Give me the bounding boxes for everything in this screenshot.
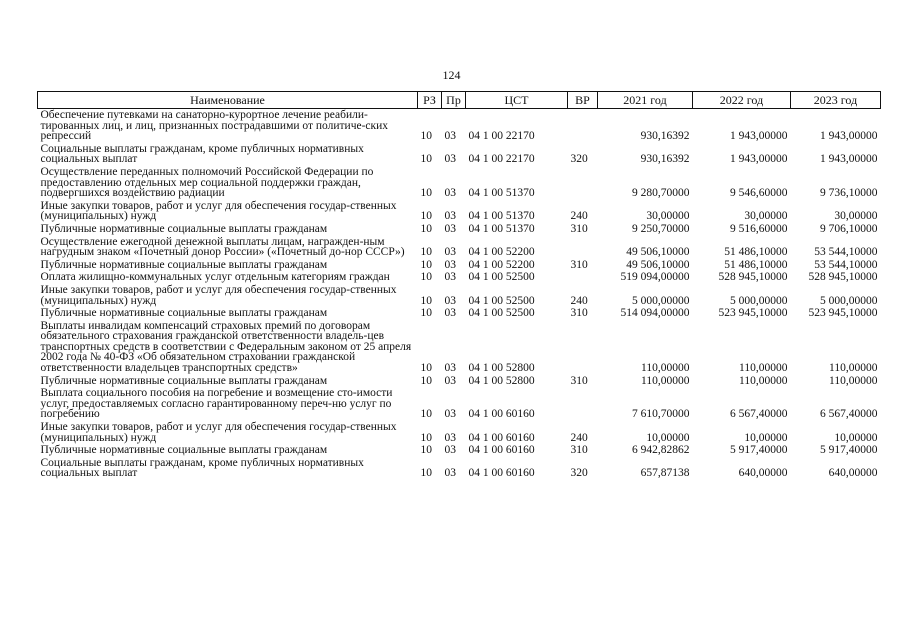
row-rz: 10 (420, 467, 432, 480)
row-rz: 10 (420, 258, 432, 271)
row-pr: 03 (444, 294, 456, 307)
column-header-2023: 2023 год (791, 92, 881, 109)
row-value-2023: 6 567,40000 (820, 408, 878, 421)
row-value-2022: 51 486,10000 (724, 246, 788, 259)
row-value-2022: 523 945,10000 (718, 307, 788, 320)
budget-table (37, 91, 881, 480)
row-value-2021: 930,16392 (640, 153, 690, 166)
row-value-2021: 657,87138 (640, 467, 690, 480)
row-value-2023: 523 945,10000 (808, 307, 878, 320)
row-value-2022: 5 000,00000 (730, 294, 788, 307)
row-value-2021: 519 094,00000 (620, 271, 690, 284)
row-name: Социальные выплаты гражданам, кроме публичных нормативных социальных выплат (40, 142, 364, 166)
row-vr (568, 387, 598, 421)
row-value-2022: 10,00000 (744, 431, 788, 444)
row-value-2021: 7 610,70000 (632, 408, 690, 421)
table-row (38, 200, 881, 223)
row-value-2022: 9 546,60000 (730, 187, 788, 200)
row-rz: 10 (420, 271, 432, 284)
row-pr: 03 (444, 444, 456, 457)
row-name: Иные закупки товаров, работ и услуг для обеспечения государ-ственных (муниципальных) нужд (40, 283, 397, 307)
row-value-2022: 6 567,40000 (730, 408, 788, 421)
row-pr: 03 (444, 130, 456, 143)
table-header-row (38, 92, 881, 109)
row-value-2022: 9 516,60000 (730, 222, 788, 235)
table-body (38, 109, 881, 481)
row-pr: 03 (444, 246, 456, 259)
row-cst: 04 1 00 52500 (468, 271, 535, 284)
row-cst: 04 1 00 22170 (468, 130, 535, 143)
row-cst: 04 1 00 60160 (468, 467, 535, 480)
row-value-2021: 49 506,10000 (626, 258, 690, 271)
row-name: Выплата социального пособия на погребение и возмещение сто-имости услуг, предоставляемых согласно гарантированному переч-ню услуг по погребению (40, 387, 393, 421)
row-value-2022: 5 917,40000 (730, 444, 788, 457)
row-pr: 03 (444, 187, 456, 200)
row-vr: 310 (570, 222, 588, 235)
row-name: Осуществление ежегодной денежной выплаты лицам, награжден-ным нагрудным знаком «Почетный донор России» («Почетный до-нор СССР») (40, 235, 405, 259)
table-row (38, 109, 881, 143)
row-rz: 10 (420, 307, 432, 320)
row-vr (568, 109, 598, 143)
table-row (38, 284, 881, 307)
row-value-2022: 110,00000 (739, 374, 788, 387)
row-rz: 10 (420, 294, 432, 307)
row-vr (568, 236, 598, 259)
row-value-2022: 110,00000 (739, 362, 788, 375)
row-value-2023: 110,00000 (829, 374, 878, 387)
row-cst: 04 1 00 60160 (468, 431, 535, 444)
row-vr: 320 (570, 153, 588, 166)
row-pr: 03 (444, 374, 456, 387)
table-row (38, 375, 881, 388)
row-vr: 310 (570, 307, 588, 320)
row-value-2022: 30,00000 (744, 210, 788, 223)
row-pr: 03 (444, 362, 456, 375)
row-value-2023: 1 943,00000 (820, 130, 878, 143)
row-rz: 10 (420, 246, 432, 259)
column-header-cst: ЦСТ (466, 92, 568, 109)
row-cst: 04 1 00 52800 (468, 362, 535, 375)
table-row (38, 236, 881, 259)
row-rz: 10 (420, 130, 432, 143)
row-value-2023: 9 706,10000 (820, 222, 878, 235)
row-value-2023: 53 544,10000 (814, 246, 878, 259)
row-cst: 04 1 00 51370 (468, 187, 535, 200)
table-row (38, 223, 881, 236)
row-cst: 04 1 00 60160 (468, 444, 535, 457)
row-rz: 10 (420, 408, 432, 421)
row-cst: 04 1 00 51370 (468, 210, 535, 223)
row-name: Осуществление переданных полномочий Российской Федерации по предоставлению отдельных мер социальной поддержки граждан, подвергшихся воздействию радиации (40, 165, 374, 200)
table-row (38, 320, 881, 375)
column-header-2021: 2021 год (598, 92, 693, 109)
row-vr (568, 166, 598, 200)
row-cst: 04 1 00 51370 (468, 222, 535, 235)
row-value-2021: 514 094,00000 (620, 307, 690, 320)
row-pr: 03 (444, 271, 456, 284)
table-row (38, 271, 881, 284)
row-pr: 03 (444, 222, 456, 235)
column-header-rz: РЗ (418, 92, 442, 109)
row-rz: 10 (420, 362, 432, 375)
row-name: Публичные нормативные социальные выплаты гражданам (40, 307, 328, 320)
row-value-2022: 51 486,10000 (724, 258, 788, 271)
row-name: Публичные нормативные социальные выплаты гражданам (40, 222, 328, 235)
table-row (38, 143, 881, 166)
row-value-2022: 528 945,10000 (718, 271, 788, 284)
row-rz: 10 (420, 222, 432, 235)
column-header-pr: Пр (442, 92, 466, 109)
row-pr: 03 (444, 258, 456, 271)
row-pr: 03 (444, 153, 456, 166)
row-vr: 320 (570, 467, 588, 480)
table-row (38, 421, 881, 444)
row-value-2021: 30,00000 (646, 210, 690, 223)
row-pr: 03 (444, 431, 456, 444)
table-row (38, 166, 881, 200)
row-name: Публичные нормативные социальные выплаты гражданам (40, 444, 328, 457)
table-row (38, 307, 881, 320)
row-name: Публичные нормативные социальные выплаты гражданам (40, 258, 328, 271)
row-value-2022: 640,00000 (738, 467, 788, 480)
row-name: Социальные выплаты гражданам, кроме публичных нормативных социальных выплат (40, 456, 364, 480)
table-row (38, 457, 881, 480)
row-name: Оплата жилищно-коммунальных услуг отдельным категориям граждан (40, 271, 390, 284)
row-cst: 04 1 00 60160 (468, 408, 535, 421)
column-header-vr: ВР (568, 92, 598, 109)
row-pr: 03 (444, 210, 456, 223)
row-value-2021: 110,00000 (641, 362, 690, 375)
row-value-2023: 528 945,10000 (808, 271, 878, 284)
row-vr: 310 (570, 374, 588, 387)
row-vr: 240 (570, 210, 588, 223)
row-name: Выплаты инвалидам компенсаций страховых премий по договорам обязательного страхования гражданской ответственности владель-цев транспортных средств в соответствии с Федеральным законом от 25 апреля 2002 года № 40-ФЗ «Об обязательном страховании гражданской ответственности владельцев транспортных средств» (40, 319, 412, 375)
row-rz: 10 (420, 153, 432, 166)
page-number: 124 (442, 68, 461, 82)
row-value-2021: 110,00000 (641, 374, 690, 387)
row-rz: 10 (420, 431, 432, 444)
row-vr: 240 (570, 294, 588, 307)
row-value-2023: 30,00000 (834, 210, 878, 223)
row-value-2023: 640,00000 (828, 467, 878, 480)
row-name: Публичные нормативные социальные выплаты гражданам (40, 374, 328, 387)
table-row (38, 387, 881, 421)
row-vr (568, 271, 598, 284)
row-vr: 240 (570, 431, 588, 444)
row-value-2021: 5 000,00000 (632, 294, 690, 307)
row-value-2021: 930,16392 (640, 130, 690, 143)
table-row (38, 259, 881, 272)
row-value-2023: 53 544,10000 (814, 258, 878, 271)
row-name: Иные закупки товаров, работ и услуг для обеспечения государ-ственных (муниципальных) нужд (40, 199, 397, 223)
row-cst: 04 1 00 52200 (468, 246, 535, 259)
row-rz: 10 (420, 444, 432, 457)
row-cst: 04 1 00 52200 (468, 258, 535, 271)
row-value-2023: 10,00000 (834, 431, 878, 444)
row-value-2023: 5 917,40000 (820, 444, 878, 457)
row-pr: 03 (444, 408, 456, 421)
table-row (38, 444, 881, 457)
row-pr: 03 (444, 307, 456, 320)
row-vr: 310 (570, 444, 588, 457)
row-cst: 04 1 00 52500 (468, 294, 535, 307)
row-rz: 10 (420, 210, 432, 223)
row-pr: 03 (444, 467, 456, 480)
row-value-2023: 110,00000 (829, 362, 878, 375)
row-value-2021: 9 250,70000 (632, 222, 690, 235)
column-header-name: Наименование (38, 92, 418, 109)
row-name: Обеспечение путевками на санаторно-курортное лечение реабили-тированных лиц, и лиц, признанных пострадавшими от политиче-ских репрессий (40, 109, 389, 143)
row-vr (568, 320, 598, 375)
column-header-2022: 2022 год (693, 92, 791, 109)
row-vr: 310 (570, 258, 588, 271)
row-value-2022: 1 943,00000 (730, 130, 788, 143)
row-value-2021: 9 280,70000 (632, 187, 690, 200)
row-value-2021: 49 506,10000 (626, 246, 690, 259)
row-cst: 04 1 00 22170 (468, 153, 535, 166)
row-value-2021: 10,00000 (646, 431, 690, 444)
row-cst: 04 1 00 52500 (468, 307, 535, 320)
row-value-2021: 6 942,82862 (632, 444, 690, 457)
row-rz: 10 (420, 187, 432, 200)
row-name: Иные закупки товаров, работ и услуг для обеспечения государ-ственных (муниципальных) нужд (40, 421, 397, 444)
row-value-2023: 1 943,00000 (820, 153, 878, 166)
row-value-2022: 1 943,00000 (730, 153, 788, 166)
row-value-2023: 9 736,10000 (820, 187, 878, 200)
row-rz: 10 (420, 374, 432, 387)
row-value-2023: 5 000,00000 (820, 294, 878, 307)
row-cst: 04 1 00 52800 (468, 374, 535, 387)
